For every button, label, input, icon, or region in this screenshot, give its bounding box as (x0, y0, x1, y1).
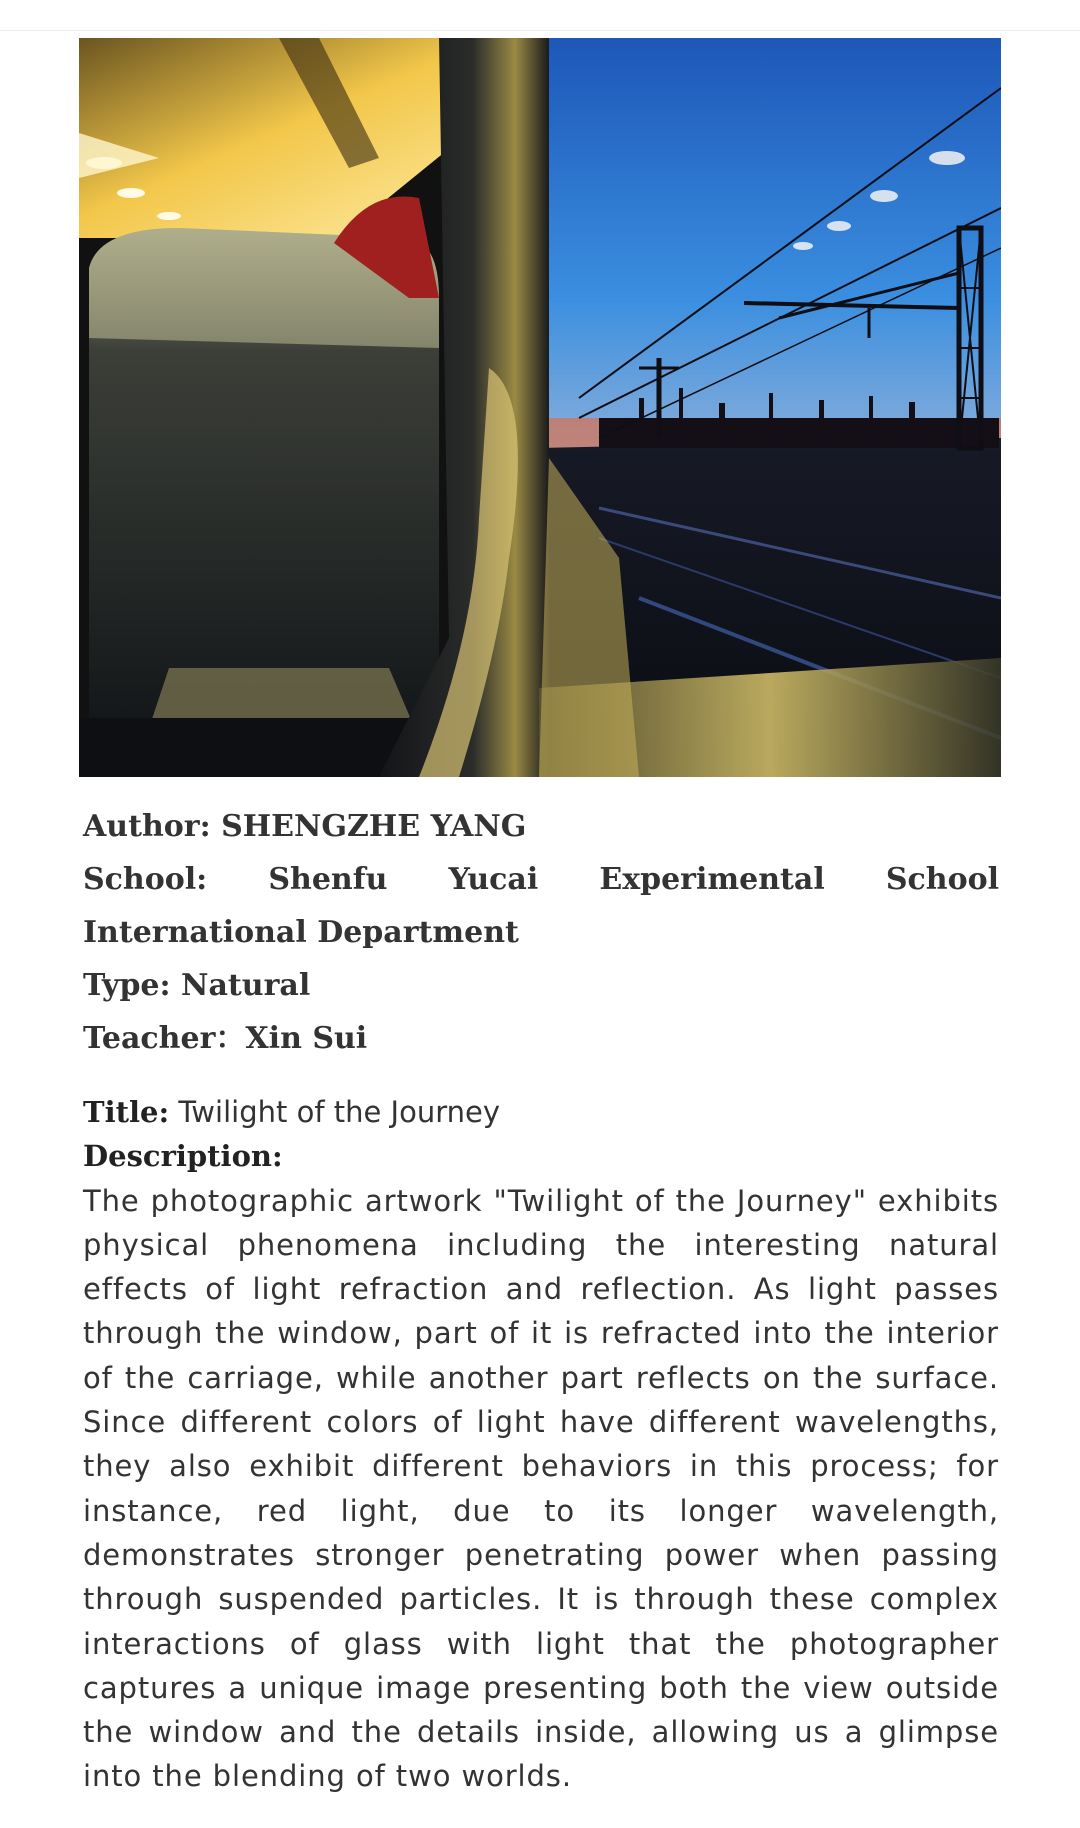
teacher-row (83, 1012, 999, 1065)
artwork-description (83, 1090, 999, 1799)
type-row (83, 959, 999, 1012)
title-value: Twilight of the Journey (169, 1095, 501, 1129)
description-label: Description: (83, 1139, 283, 1174)
type-value: Natural (181, 968, 311, 1003)
teacher-label: Teacher： (83, 1021, 246, 1056)
top-divider (0, 30, 1080, 31)
description-label-row (83, 1134, 999, 1178)
artwork-photo[interactable] (79, 38, 1001, 777)
school-value: Shenfu Yucai Experimental School International Department (83, 862, 999, 950)
description-text: The photographic artwork "Twilight of the Journey" exhibits physical phenomena including the interesting natural effects of light refraction and reflection. As light passes through the window, part of it is refracted into the interior of the carriage, while another part reflects on the surface. Since different colors of light have different wavelengths, they also exhibit different behaviors in this process; for instance, red light, due to its longer wavelength, demonstrates stronger penetrating power when passing through suspended particles. It is through these complex interactions of glass with light that the photographer captures a unique image presenting both the view outside the window and the details inside, allowing us a glimpse into the blending of two worlds. (83, 1183, 999, 1794)
artwork-meta (83, 800, 999, 1065)
type-label: Type: (83, 968, 182, 1003)
author-label: Author: (83, 809, 222, 844)
title-row (83, 1090, 999, 1134)
school-row (83, 853, 999, 959)
author-row (83, 800, 999, 853)
author-value: SHENGZHE YANG (221, 809, 527, 844)
teacher-value: Xin Sui (245, 1021, 368, 1056)
school-label: School: (83, 862, 269, 897)
train-window-sunset-image (79, 38, 1001, 777)
title-label: Title: (83, 1095, 170, 1129)
